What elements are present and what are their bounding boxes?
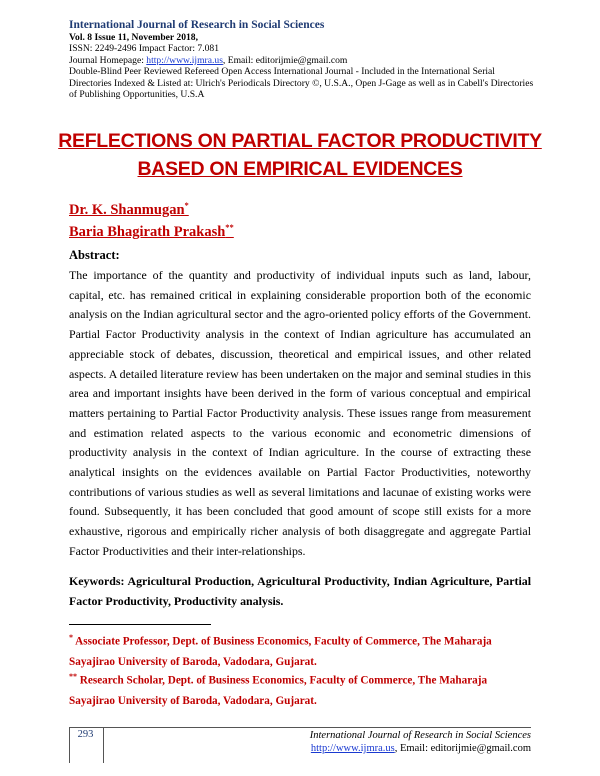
footer-email: , Email: editorijmie@gmail.com [394,743,531,754]
title-line-2: BASED ON EMPIRICAL EVIDENCES [137,158,463,180]
journal-name: International Journal of Research in Social Sciences [69,19,325,31]
author-2-mark: ** [225,222,234,232]
volume-info: Vol. 8 Issue 11, November 2018, [69,32,198,43]
page-number: 293 [77,729,94,740]
title-line-1: REFLECTIONS ON PARTIAL FACTOR PRODUCTIVITY [58,130,542,152]
header-email: , Email: editorijmie@gmail.com [222,54,348,66]
footer-journal-name: International Journal of Research in Social Sciences [309,730,531,741]
keywords: Keywords: Agricultural Production, Agricultural Productivity, Indian Agriculture, Partial Factor Productivity, Productivity analysis. [69,574,531,608]
footnote-1-mark: * [69,633,73,642]
footnote-1 [69,628,531,672]
abstract-heading: Abstract: [69,248,120,262]
issn-info: ISSN: 2249-2496 Impact Factor: 7.081 [69,43,220,55]
author-1-name: Dr. K. Shanmugan [69,201,185,218]
footnote-2-text: Research Scholar, Dept. of Business Economics, Faculty of Commerce, The Maharaja Sayajirao University of Baroda, Vadodara, Gujarat. [69,674,488,707]
footer-link[interactable]: http://www.ijmra.us [310,743,395,754]
author-1-mark: * [184,200,189,210]
author-1 [69,200,189,219]
homepage-line [69,55,539,66]
author-2-name: Baria Bhagirath Prakash [69,223,226,240]
abstract-body: The importance of the quantity and productivity of individual inputs such as land, labour, capital, etc. has remained critical in explaining considerable proportion both of the economic analysis on the Indian agricultural sector and the agro-oriented policy efforts of the Government. Partial Factor Productivity analysis in the context of Indian agriculture has accumulated an appreciable stock of debates, discussion, theoretical and empirical issues, and other related aspects. A detailed literature review has been undertaken on the major and seminal studies in this area and important insights have been derived in the form of various conceptual and empirical matters pertaining to Partial Factor Productivity analysis. These issues range from measurement and estimation related aspects to the various economic and econometric dimensions of productivity analysis in the context of Indian agriculture. In the course of extracting these analytical insights on the evidences available on Partial Factor Productivities, noteworthy contributions of various studies as well as several limitations and lacunae of existing works were found. Subsequently, it has been concluded that good amount of scope still exists for a more exhaustive, rigorous and empirically richer analysis of both disaggregate and aggregate Partial Factor Productivities and their inter-relationships. [69,268,531,558]
journal-header [69,19,539,100]
page-footer [310,729,531,755]
footer-separator [69,727,531,728]
footnote-2 [69,667,531,711]
footnote-1-text: Associate Professor, Dept. of Business Economics, Faculty of Commerce, The Maharaja Sayajirao University of Baroda, Vadodara, Gujarat. [69,635,492,668]
homepage-link[interactable]: http://www.ijmra.us [146,54,223,66]
footer-contact [310,742,531,755]
footnote-rule [69,624,211,625]
author-2 [69,222,234,241]
homepage-label: Journal Homepage: [69,54,147,66]
paper-title [40,127,560,183]
footnote-2-mark: ** [69,672,77,681]
indexing-info: Double-Blind Peer Reviewed Refereed Open Access International Journal - Included in the International Serial Directories Indexed & Listed at: Ulrich's Periodicals Directory ©, U.S.A., Open J-Gage as well as in Cabell's Directories of Publishing Opportunities, U.S.A [69,66,534,101]
